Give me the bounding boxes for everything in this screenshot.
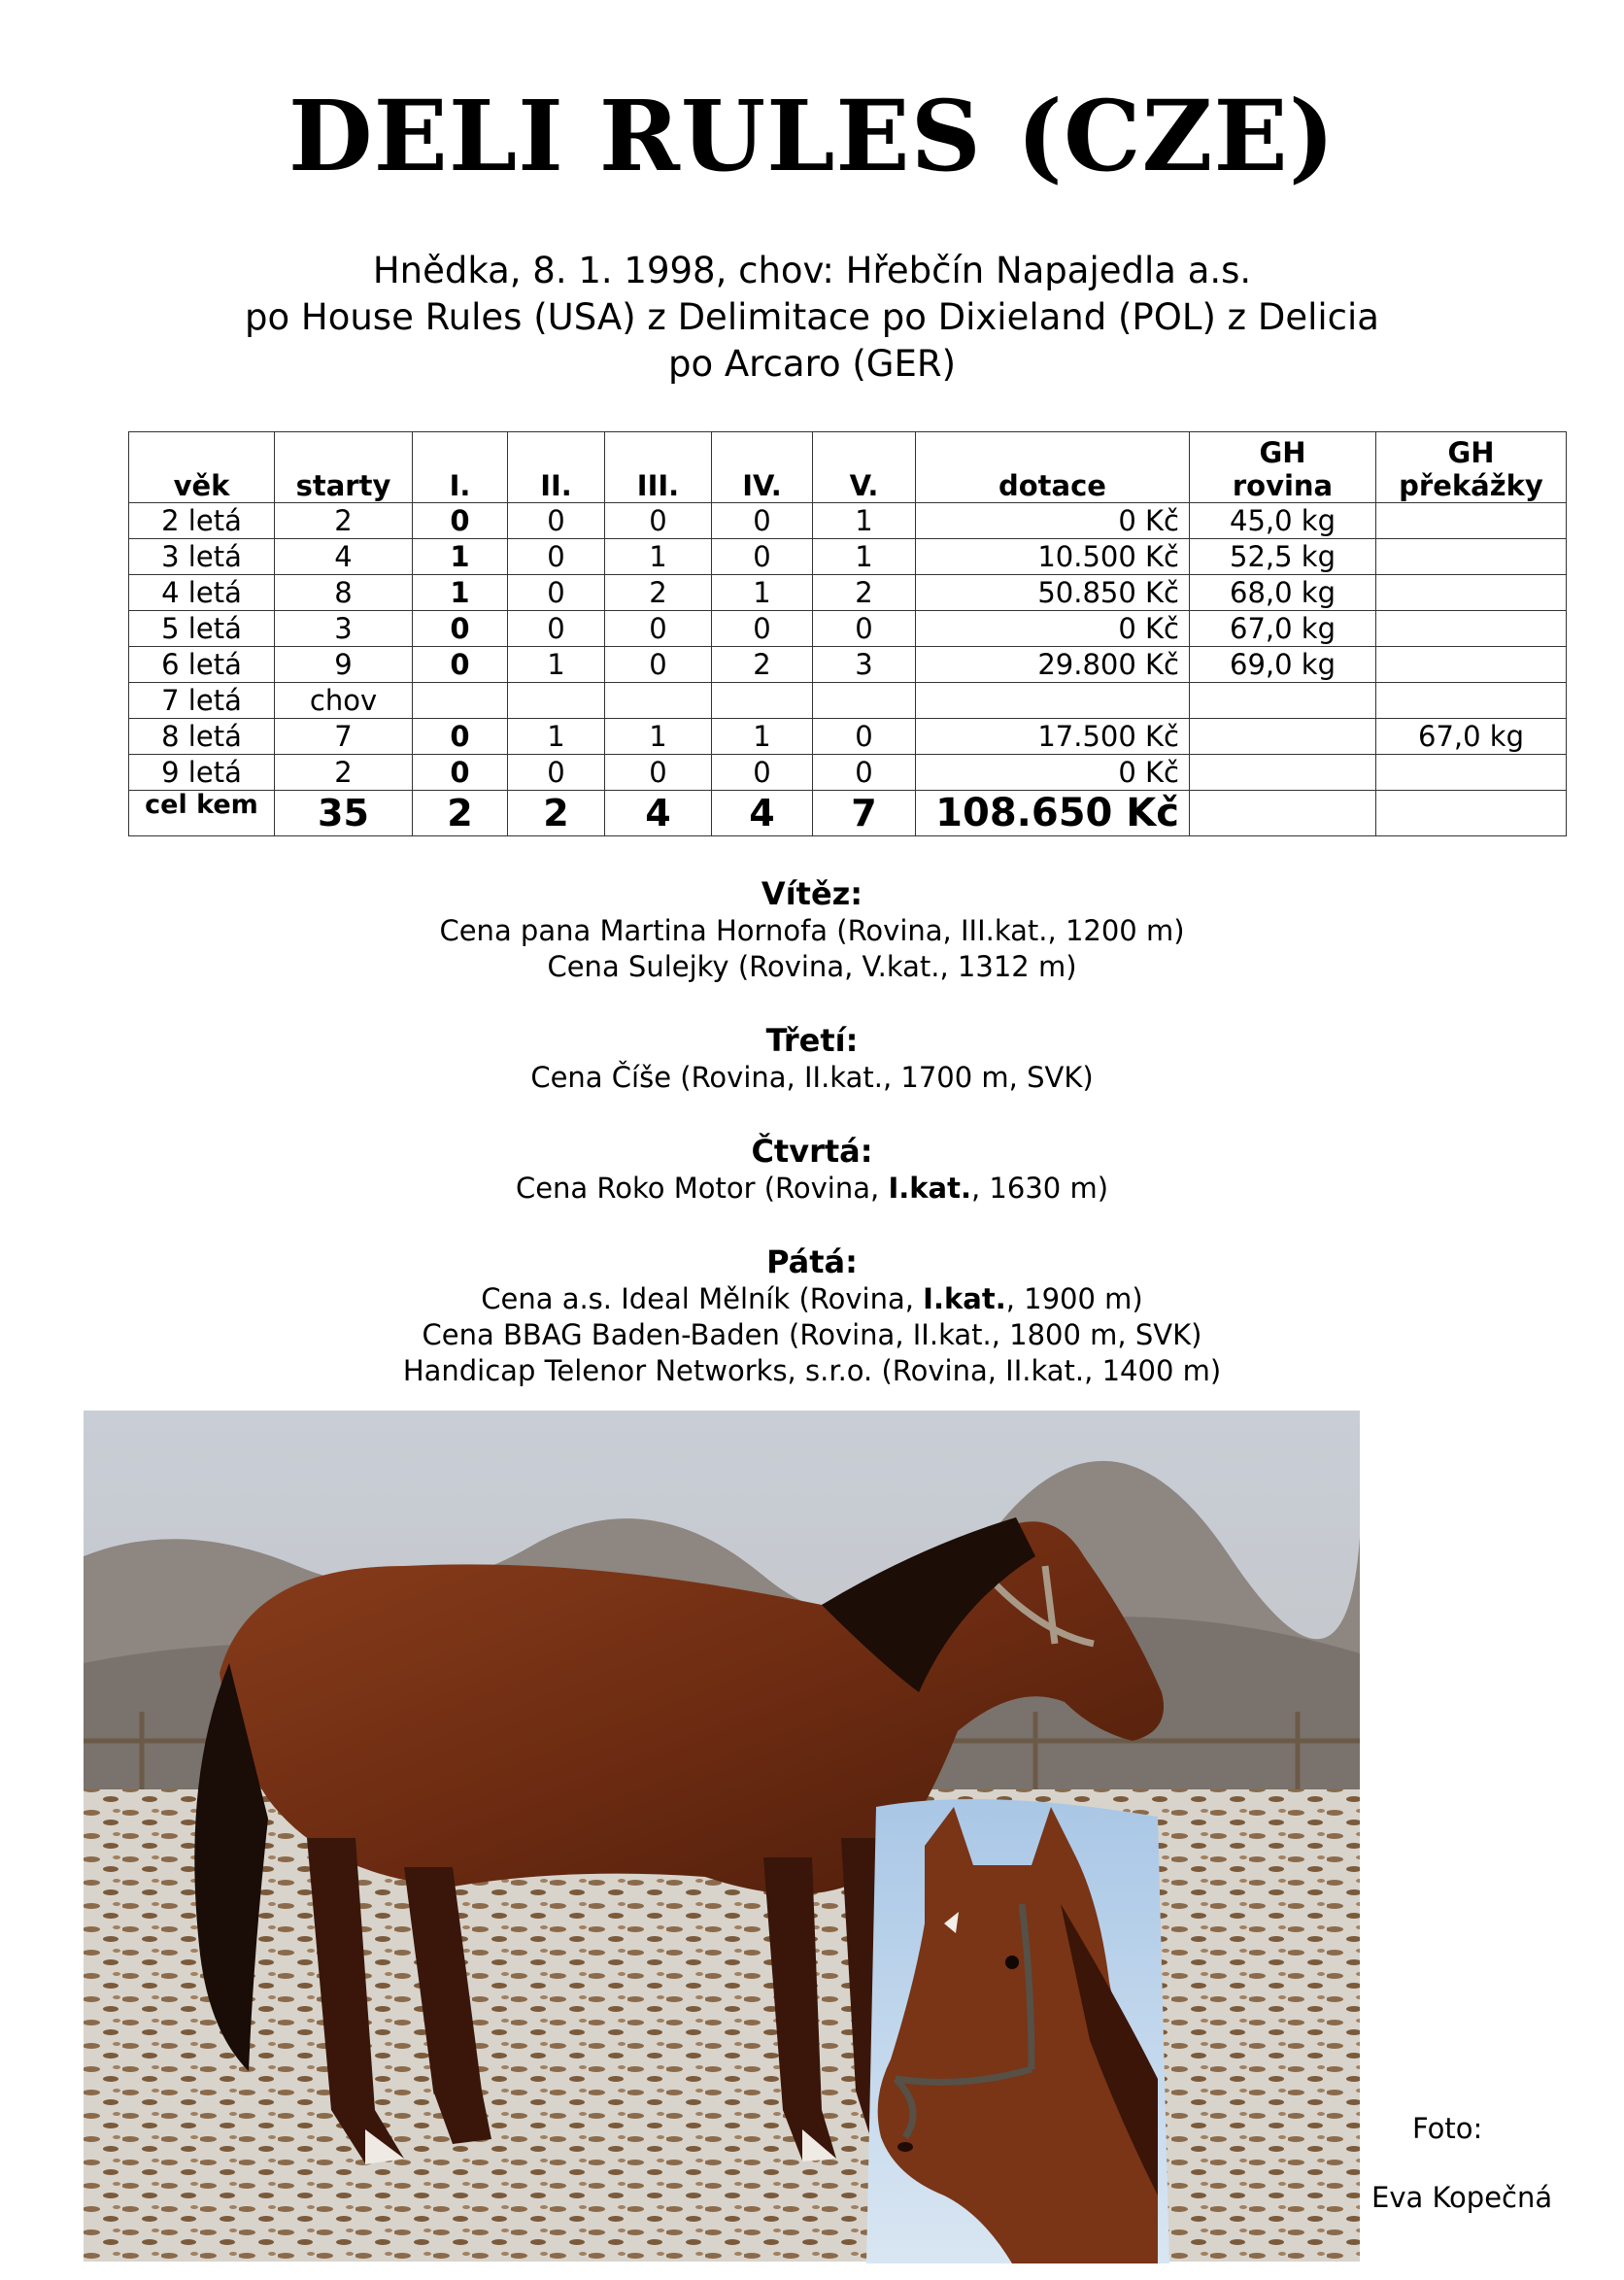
cell-place-3: 1 xyxy=(605,539,712,575)
fifth-race-1 xyxy=(0,1281,1624,1317)
total-place-1: 2 xyxy=(413,791,508,836)
fourth-race-1-pre: Cena Roko Motor (Rovina, xyxy=(515,1172,889,1205)
header-gh-jump-line1: GH xyxy=(1447,436,1495,469)
cell-age: 3 letá xyxy=(129,539,275,575)
fourth-race-1 xyxy=(0,1171,1624,1207)
cell-age: 7 letá xyxy=(129,683,275,719)
fourth-race-1-post: , 1630 m) xyxy=(971,1172,1109,1205)
cell-starts: chov xyxy=(275,683,413,719)
cell-prize: 17.500 Kč xyxy=(916,719,1190,755)
fifth-race-1-post: , 1900 m) xyxy=(1005,1282,1143,1315)
header-age: věk xyxy=(129,432,275,503)
cell-gh-jump xyxy=(1376,647,1567,683)
cell-place-2: 0 xyxy=(508,755,605,791)
cell-age: 8 letá xyxy=(129,719,275,755)
cell-age: 2 letá xyxy=(129,503,275,539)
header-place-2: II. xyxy=(508,432,605,503)
pedigree-line-1: Hnědka, 8. 1. 1998, chov: Hřebčín Napajedla a.s. xyxy=(372,250,1252,291)
total-place-2: 2 xyxy=(508,791,605,836)
cell-age: 6 letá xyxy=(129,647,275,683)
cell-place-5 xyxy=(813,683,916,719)
cell-place-2: 1 xyxy=(508,647,605,683)
header-place-3: III. xyxy=(605,432,712,503)
cell-place-4: 2 xyxy=(712,647,813,683)
header-gh-jump xyxy=(1376,432,1567,503)
cell-prize: 29.800 Kč xyxy=(916,647,1190,683)
fifth-race-1-category: I.kat. xyxy=(923,1282,1006,1315)
cell-prize: 50.850 Kč xyxy=(916,575,1190,611)
header-gh-flat-line2: rovina xyxy=(1232,469,1334,502)
header-gh-jump-line2: překážky xyxy=(1399,469,1543,502)
cell-place-2: 1 xyxy=(508,719,605,755)
cell-gh-flat: 67,0 kg xyxy=(1190,611,1376,647)
total-place-5: 7 xyxy=(813,791,916,836)
total-label: cel kem xyxy=(129,791,275,836)
third-heading: Třetí: xyxy=(765,1022,859,1059)
fifth-race-2: Cena BBAG Baden-Baden (Rovina, II.kat., 1800 m, SVK) xyxy=(422,1318,1202,1351)
cell-place-4: 0 xyxy=(712,755,813,791)
winner-race-2: Cena Sulejky (Rovina, V.kat., 1312 m) xyxy=(547,950,1077,983)
table-header-row xyxy=(129,432,1567,503)
cell-gh-jump xyxy=(1376,683,1567,719)
fifth-race-1-pre: Cena a.s. Ideal Mělník (Rovina, xyxy=(481,1282,924,1315)
photo-credit-name: Eva Kopečná xyxy=(1371,2181,1553,2214)
cell-place-5: 3 xyxy=(813,647,916,683)
cell-prize: 0 Kč xyxy=(916,503,1190,539)
cell-place-4: 1 xyxy=(712,575,813,611)
third-section xyxy=(0,1021,1624,1096)
cell-gh-flat xyxy=(1190,755,1376,791)
table-row xyxy=(129,647,1567,683)
table-row xyxy=(129,611,1567,647)
cell-place-3 xyxy=(605,683,712,719)
cell-place-4: 0 xyxy=(712,539,813,575)
cell-starts: 2 xyxy=(275,755,413,791)
cell-starts: 4 xyxy=(275,539,413,575)
winner-heading: Vítěz: xyxy=(761,875,863,912)
table-row xyxy=(129,683,1567,719)
header-prize: dotace xyxy=(916,432,1190,503)
cell-starts: 3 xyxy=(275,611,413,647)
table-row xyxy=(129,755,1567,791)
cell-place-3: 0 xyxy=(605,755,712,791)
cell-place-1: 0 xyxy=(413,611,508,647)
table-row xyxy=(129,503,1567,539)
cell-place-2 xyxy=(508,683,605,719)
total-place-4: 4 xyxy=(712,791,813,836)
fifth-section xyxy=(0,1242,1624,1389)
total-gh-jump xyxy=(1376,791,1567,836)
cell-place-1: 0 xyxy=(413,719,508,755)
cell-prize: 0 Kč xyxy=(916,755,1190,791)
cell-gh-flat xyxy=(1190,683,1376,719)
cell-place-4: 0 xyxy=(712,503,813,539)
header-place-4: IV. xyxy=(712,432,813,503)
cell-place-3: 2 xyxy=(605,575,712,611)
cell-place-5: 0 xyxy=(813,611,916,647)
cell-place-3: 0 xyxy=(605,611,712,647)
table-total-row xyxy=(129,791,1567,836)
horse-name-title: DELI RULES (CZE) xyxy=(288,79,1336,193)
fifth-race-3: Handicap Telenor Networks, s.r.o. (Rovina, II.kat., 1400 m) xyxy=(402,1354,1222,1387)
race-results xyxy=(0,874,1624,1425)
cell-gh-jump xyxy=(1376,503,1567,539)
total-gh-flat xyxy=(1190,791,1376,836)
cell-place-5: 1 xyxy=(813,503,916,539)
table-row xyxy=(129,575,1567,611)
cell-place-5: 0 xyxy=(813,755,916,791)
pedigree-info xyxy=(0,248,1624,388)
cell-place-1: 0 xyxy=(413,503,508,539)
total-prize: 108.650 Kč xyxy=(916,791,1190,836)
cell-place-2: 0 xyxy=(508,539,605,575)
cell-gh-flat: 52,5 kg xyxy=(1190,539,1376,575)
horse-head-photo xyxy=(866,1787,1169,2263)
cell-gh-jump xyxy=(1376,611,1567,647)
cell-place-5: 1 xyxy=(813,539,916,575)
cell-starts: 8 xyxy=(275,575,413,611)
fourth-section xyxy=(0,1132,1624,1207)
cell-starts: 2 xyxy=(275,503,413,539)
cell-place-4: 1 xyxy=(712,719,813,755)
cell-age: 9 letá xyxy=(129,755,275,791)
cell-prize xyxy=(916,683,1190,719)
fifth-heading: Pátá: xyxy=(766,1243,858,1280)
cell-prize: 10.500 Kč xyxy=(916,539,1190,575)
cell-place-1 xyxy=(413,683,508,719)
table-row xyxy=(129,539,1567,575)
winner-race-1: Cena pana Martina Hornofa (Rovina, III.kat., 1200 m) xyxy=(439,914,1185,947)
cell-place-1: 0 xyxy=(413,755,508,791)
cell-place-3: 1 xyxy=(605,719,712,755)
cell-place-5: 0 xyxy=(813,719,916,755)
cell-place-1: 0 xyxy=(413,647,508,683)
cell-gh-flat: 45,0 kg xyxy=(1190,503,1376,539)
cell-place-5: 2 xyxy=(813,575,916,611)
cell-age: 4 letá xyxy=(129,575,275,611)
cell-place-3: 0 xyxy=(605,503,712,539)
header-place-1: I. xyxy=(413,432,508,503)
fourth-heading: Čtvrtá: xyxy=(751,1133,873,1170)
cell-place-3: 0 xyxy=(605,647,712,683)
cell-gh-jump xyxy=(1376,575,1567,611)
header-gh-flat-line1: GH xyxy=(1259,436,1306,469)
fourth-race-1-category: I.kat. xyxy=(888,1172,971,1205)
cell-gh-jump xyxy=(1376,539,1567,575)
cell-starts: 7 xyxy=(275,719,413,755)
cell-place-2: 0 xyxy=(508,503,605,539)
cell-prize: 0 Kč xyxy=(916,611,1190,647)
header-starts: starty xyxy=(275,432,413,503)
cell-place-4 xyxy=(712,683,813,719)
third-race-1: Cena Číše (Rovina, II.kat., 1700 m, SVK) xyxy=(530,1061,1094,1094)
total-place-3: 4 xyxy=(605,791,712,836)
cell-place-1: 1 xyxy=(413,539,508,575)
cell-age: 5 letá xyxy=(129,611,275,647)
race-statistics-table xyxy=(128,431,1567,836)
cell-gh-flat: 68,0 kg xyxy=(1190,575,1376,611)
pedigree-line-2: po House Rules (USA) z Delimitace po Dixieland (POL) z Delicia xyxy=(245,296,1379,338)
cell-place-2: 0 xyxy=(508,575,605,611)
header-place-5: V. xyxy=(813,432,916,503)
cell-place-1: 1 xyxy=(413,575,508,611)
cell-gh-jump: 67,0 kg xyxy=(1376,719,1567,755)
total-starts: 35 xyxy=(275,791,413,836)
cell-place-2: 0 xyxy=(508,611,605,647)
pedigree-line-3: po Arcaro (GER) xyxy=(667,343,957,385)
header-gh-flat xyxy=(1190,432,1376,503)
cell-gh-flat xyxy=(1190,719,1376,755)
table-row xyxy=(129,719,1567,755)
winner-section xyxy=(0,874,1624,985)
cell-starts: 9 xyxy=(275,647,413,683)
cell-place-4: 0 xyxy=(712,611,813,647)
photo-credit-label: Foto: xyxy=(1412,2112,1483,2145)
cell-gh-flat: 69,0 kg xyxy=(1190,647,1376,683)
cell-gh-jump xyxy=(1376,755,1567,791)
